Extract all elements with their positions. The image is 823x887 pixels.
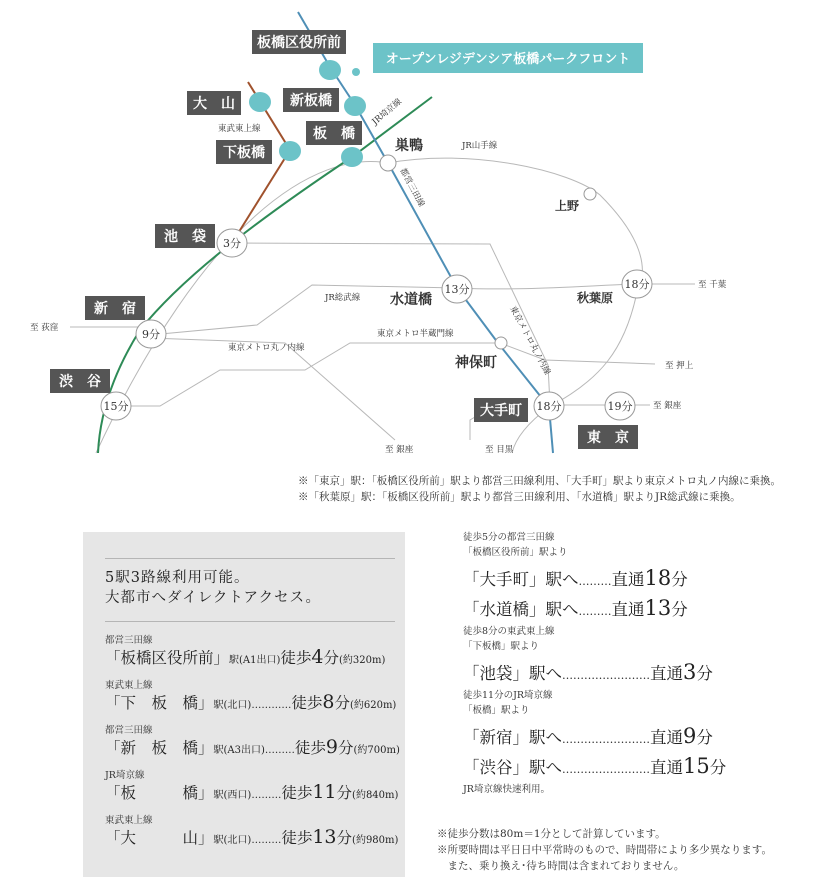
access-times — [463, 530, 803, 797]
dest-suidobashi — [463, 596, 803, 620]
station-dots: ……… — [251, 790, 282, 801]
station-ikebukuro: 池 袋 — [164, 229, 206, 245]
station-unit: 分 — [336, 829, 353, 847]
marunouchi-west — [150, 338, 395, 440]
dest-dots: ……… — [578, 575, 612, 588]
station-min: 13 — [312, 826, 337, 848]
panel-rule-top — [105, 558, 395, 559]
station-exit: (北口) — [223, 700, 252, 711]
station-eki: 駅 — [229, 655, 240, 666]
map-notes — [298, 473, 781, 505]
dest-shibuya — [463, 754, 803, 778]
station-unit: 分 — [334, 694, 350, 712]
station-dot-itabashi — [341, 147, 363, 167]
station-dot-shimo-itabashi — [279, 141, 301, 161]
dir-meguro: 至 目黒 — [485, 445, 514, 455]
dest-ikebukuro — [463, 660, 803, 684]
time-suidobashi: 13分 — [444, 283, 470, 296]
dest-eki: 駅へ — [529, 758, 562, 777]
dir-ginza-bottom: 至 銀座 — [385, 445, 414, 455]
station-walk: 徒歩 — [280, 649, 312, 667]
dest-name: 「新宿」 — [463, 728, 529, 747]
time-akihabara: 18分 — [624, 278, 650, 291]
panel-tagline — [105, 568, 321, 608]
station-exit: (西口) — [223, 790, 252, 801]
station-eki: 駅 — [213, 835, 224, 846]
group1-caption-1: 徒歩5分の都営三田線 — [463, 532, 555, 543]
station-name: 「板 橋」 — [105, 784, 214, 802]
rapid-note: JR埼京線快速利用。 — [463, 784, 550, 795]
station-line: 都営三田線 — [105, 635, 153, 646]
time-shibuya: 15分 — [103, 400, 129, 413]
dest-label: 直通 — [611, 570, 645, 589]
dest-name: 「水道橋」 — [463, 600, 546, 619]
line-label-marunouchi-left: 東京メトロ丸ノ内線 — [228, 343, 305, 353]
time-tokyo: 19分 — [607, 400, 633, 413]
group2-caption-2: 「下板橋」駅より — [463, 641, 540, 652]
dir-ogikubo: 至 荻窪 — [30, 323, 59, 333]
hanzomon-east — [500, 343, 655, 364]
station-min: 9 — [325, 736, 339, 758]
group2-caption-1: 徒歩8分の東武東上線 — [463, 626, 555, 637]
station-dist: (約620m) — [349, 700, 397, 711]
dest-min: 15 — [683, 754, 710, 778]
station-dots: ………… — [251, 700, 292, 711]
dest-dots: …………………… — [562, 733, 650, 746]
station-exit: (北口) — [223, 835, 252, 846]
station-line: 東武東上線 — [105, 815, 153, 826]
dest-label: 直通 — [650, 758, 683, 777]
group1-caption-2: 「板橋区役所前」駅より — [463, 547, 568, 558]
station-jimbocho: 神保町 — [455, 355, 497, 371]
station-walk: 徒歩 — [291, 694, 323, 712]
station-unit: 分 — [336, 784, 353, 802]
station-shibuya: 渋 谷 — [59, 374, 101, 390]
station-name: 「板橋区役所前」 — [105, 649, 230, 667]
dest-eki: 駅へ — [545, 600, 579, 619]
dest-name: 「池袋」 — [463, 664, 529, 683]
station-shinjuku: 新 宿 — [94, 301, 136, 317]
station-panel — [83, 532, 405, 877]
station-dist: (約320m) — [339, 655, 386, 666]
station-entry — [105, 677, 405, 713]
station-itabashi: 板 橋 — [313, 126, 355, 142]
dest-min: 9 — [683, 724, 697, 748]
station-dist: (約980m) — [352, 835, 399, 846]
dest-otemachi — [463, 566, 803, 590]
dir-chiba: 至 千葉 — [698, 280, 727, 290]
dest-min: 3 — [683, 660, 697, 684]
line-label-saikyo: JR埼京線 — [370, 96, 404, 128]
time-ikebukuro: 3分 — [223, 237, 241, 250]
panel-rule-mid — [105, 621, 395, 622]
dest-eki: 駅へ — [529, 728, 562, 747]
station-walk: 徒歩 — [281, 829, 313, 847]
dir-oshiage: 至 押上 — [665, 361, 694, 371]
station-min: 8 — [322, 691, 335, 713]
dest-label: 直通 — [650, 664, 683, 683]
line-label-sobu: JR総武線 — [325, 293, 361, 303]
station-walk: 徒歩 — [294, 739, 326, 757]
group3-caption-1: 徒歩11分のJR埼京線 — [463, 690, 553, 701]
time-shinjuku: 9分 — [142, 328, 160, 341]
station-oyama: 大 山 — [193, 96, 235, 112]
property-name: オープンレジデンシア板橋パークフロント — [385, 52, 631, 67]
station-entry — [105, 812, 405, 848]
station-min: 11 — [312, 781, 337, 803]
dest-unit: 分 — [709, 758, 727, 777]
station-walk: 徒歩 — [281, 784, 313, 802]
station-exit: (A1出口) — [239, 655, 281, 666]
station-entry — [105, 767, 405, 803]
station-eki: 駅 — [213, 700, 224, 711]
dest-eki: 駅へ — [529, 664, 562, 683]
dest-label: 直通 — [650, 728, 683, 747]
map-note-akihabara: ※「秋葉原」駅：「板橋区役所前」駅より都営三田線利用、「水道橋」駅よりJR総武線に乗換。 — [298, 491, 741, 503]
dest-unit: 分 — [671, 570, 688, 589]
station-tokyo: 東 京 — [587, 430, 629, 446]
station-sugamo: 巣鴨 — [395, 138, 423, 154]
station-dist: (約700m) — [353, 745, 400, 756]
line-label-hanzomon: 東京メトロ半蔵門線 — [377, 329, 454, 339]
station-shin-itabashi: 新板橋 — [290, 93, 332, 109]
footnotes — [437, 826, 772, 874]
marunouchi-line — [232, 243, 620, 405]
footnote-time: ※所要時間は平日日中平常時のもので、時間帯により多少異なります。 — [437, 844, 772, 856]
line-label-yamanote: JR山手線 — [462, 141, 498, 151]
dest-unit: 分 — [671, 600, 688, 619]
station-unit: 分 — [323, 649, 340, 667]
dest-min: 13 — [644, 596, 672, 620]
station-line: JR埼京線 — [105, 770, 145, 781]
dest-dots: …………………… — [562, 763, 650, 776]
station-line: 東武東上線 — [105, 680, 153, 691]
dest-unit: 分 — [696, 664, 713, 683]
dest-eki: 駅へ — [545, 570, 579, 589]
line-label-mita: 都営三田線 — [397, 166, 427, 209]
station-ueno: 上野 — [555, 199, 580, 213]
station-eki: 駅 — [213, 790, 224, 801]
hanzomon-line — [116, 343, 498, 406]
station-akihabara: 秋葉原 — [577, 291, 614, 305]
station-suidobashi: 水道橋 — [390, 292, 432, 308]
footnote-transfer: また、乗り換え･待ち時間は含まれておりません。 — [437, 860, 685, 872]
dest-name: 「大手町」 — [463, 570, 546, 589]
station-line: 都営三田線 — [105, 725, 153, 736]
station-min: 4 — [311, 646, 324, 668]
dest-unit: 分 — [696, 728, 713, 747]
line-label-tobu: 東武東上線 — [218, 124, 261, 134]
dest-min: 18 — [644, 566, 672, 590]
tagline-2: 大都市へダイレクトアクセス。 — [105, 590, 321, 606]
dest-dots: …………………… — [562, 669, 650, 682]
ueno-circle — [584, 188, 596, 200]
map-note-tokyo: ※「東京」駅：「板橋区役所前」駅より都営三田線利用、「大手町」駅より東京メトロ丸ノ内線に乗換。 — [298, 475, 781, 487]
jimbocho-circle — [495, 337, 507, 349]
dest-name: 「渋谷」 — [463, 758, 529, 777]
station-exit: (A3出口) — [223, 745, 265, 756]
sugamo-circle — [380, 155, 396, 171]
station-otemachi: 大手町 — [480, 403, 522, 419]
station-dot-itabashi-kuyakushomae — [319, 60, 341, 80]
dest-shinjuku — [463, 724, 803, 748]
footnote-walk: ※徒歩分数は80m＝1分として計算しています。 — [437, 828, 666, 840]
station-dots: ……… — [264, 745, 295, 756]
station-eki: 駅 — [213, 745, 224, 756]
station-dot-shin-itabashi — [344, 96, 366, 116]
group3-caption-2: 「板橋」駅より — [463, 705, 530, 716]
tagline-1: 5駅3路線利用可能。 — [105, 570, 250, 586]
station-itabashi-kuyakushomae: 板橋区役所前 — [257, 35, 341, 51]
station-shimo-itabashi: 下板橋 — [223, 145, 265, 161]
dir-ginza-right: 至 銀座 — [653, 401, 682, 411]
station-entry — [105, 632, 405, 668]
station-unit: 分 — [338, 739, 354, 757]
station-dist: (約840m) — [352, 790, 399, 801]
time-otemachi: 18分 — [536, 400, 562, 413]
station-dot-oyama — [249, 92, 271, 112]
property-dot — [352, 68, 360, 76]
dest-dots: ……… — [578, 605, 612, 618]
station-name: 「下 板 橋」 — [105, 694, 214, 712]
dest-label: 直通 — [611, 600, 645, 619]
station-name: 「大 山」 — [105, 829, 214, 847]
station-entry — [105, 722, 405, 758]
station-dots: ……… — [251, 835, 282, 846]
line-label-marunouchi-right: 東京メトロ丸ノ内線 — [507, 304, 553, 377]
station-name: 「新 板 橋」 — [105, 739, 214, 757]
